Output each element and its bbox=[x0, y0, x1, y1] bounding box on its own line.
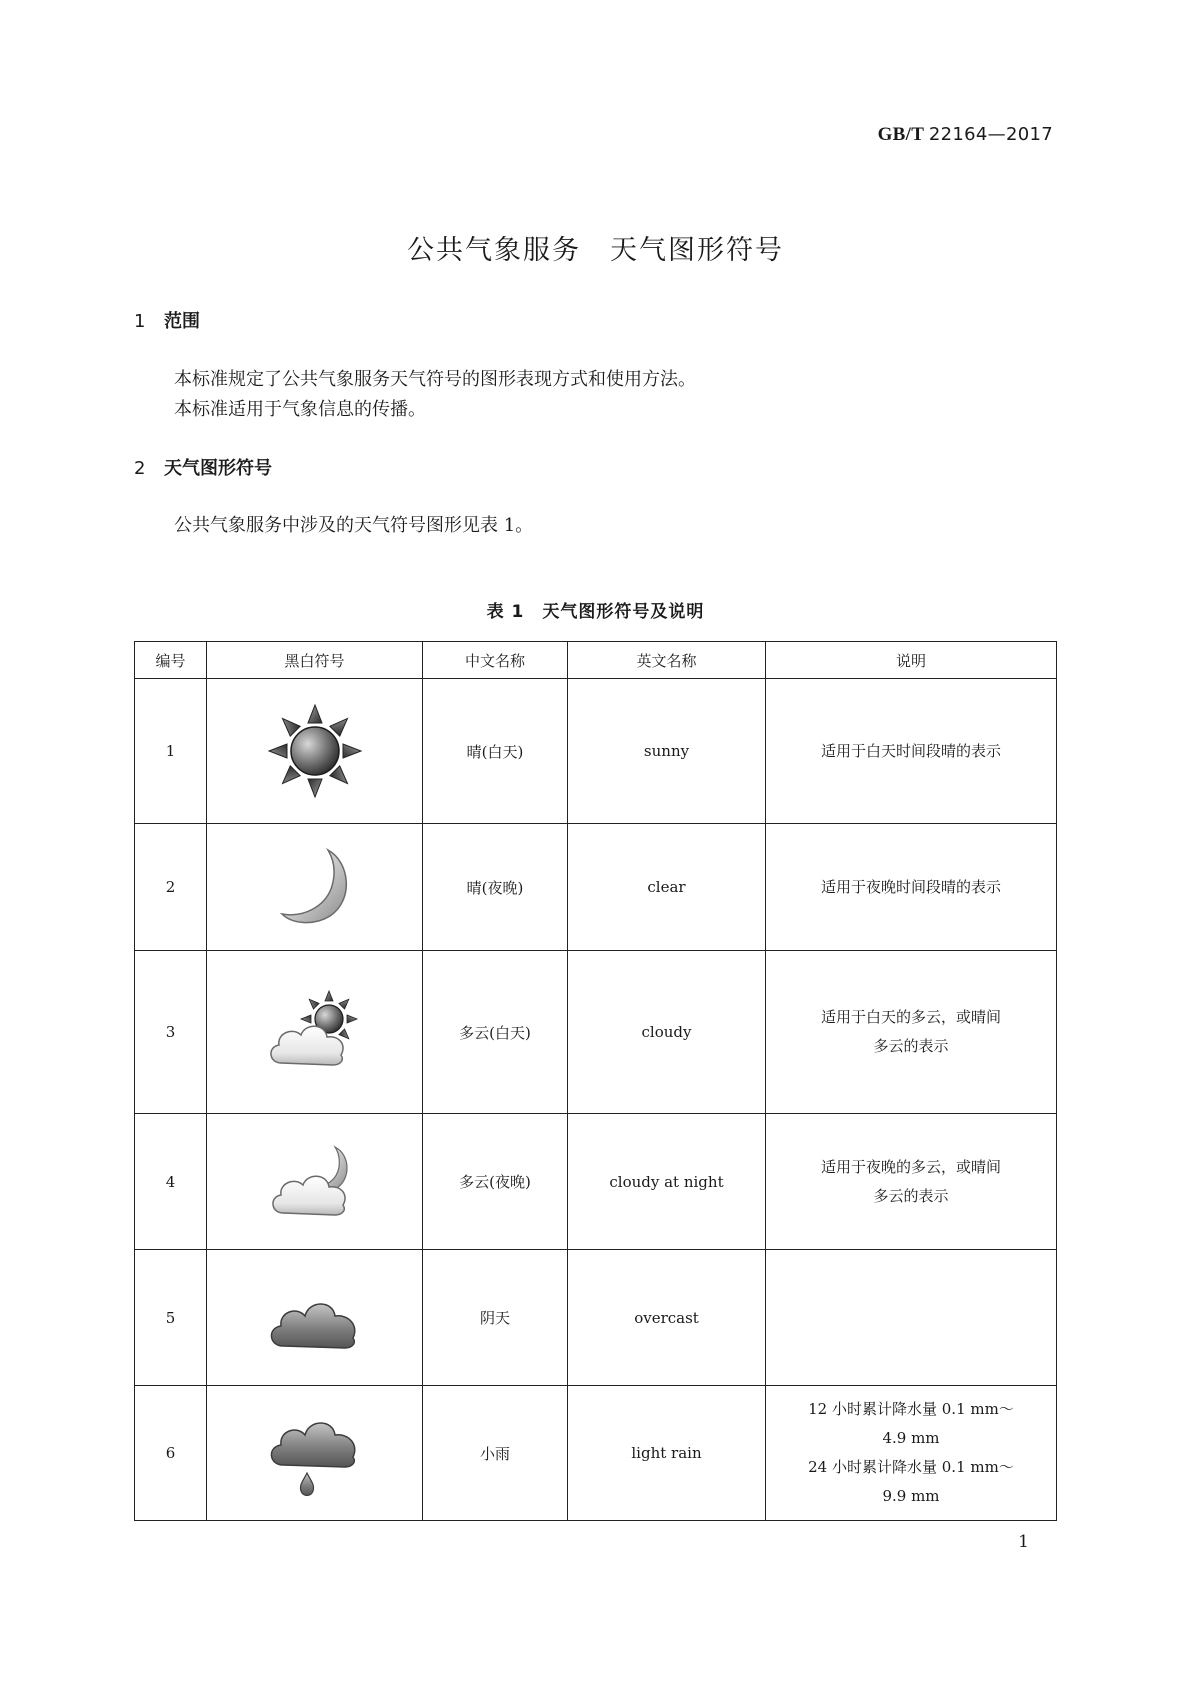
description bbox=[766, 824, 1057, 951]
symbol-cell bbox=[207, 951, 423, 1114]
scope-paragraph bbox=[174, 365, 696, 425]
row-number: 2 bbox=[135, 824, 207, 951]
english-name: cloudy at night bbox=[568, 1114, 766, 1250]
table-caption: 表 1 天气图形符号及说明 bbox=[486, 602, 705, 622]
description-line: 12 小时累计降水量 0.1 mm～ bbox=[808, 1400, 1014, 1418]
header-english-name: 英文名称 bbox=[568, 642, 766, 679]
description-line: 9.9 mm bbox=[882, 1487, 940, 1505]
table-row bbox=[135, 1386, 1057, 1521]
description-line: 适用于白天的多云，或晴间 bbox=[820, 1008, 1001, 1026]
standard-code bbox=[878, 124, 1053, 146]
standard-number: 22164—2017 bbox=[928, 124, 1053, 145]
table-row bbox=[135, 824, 1057, 951]
header-chinese-name: 中文名称 bbox=[423, 642, 568, 679]
chinese-name: 晴(夜晚) bbox=[423, 824, 568, 951]
cloudy-day-icon bbox=[265, 989, 365, 1075]
table-header-row bbox=[135, 642, 1057, 679]
weather-symbols-table bbox=[134, 641, 1057, 1521]
chinese-name: 多云(白天) bbox=[423, 951, 568, 1114]
chinese-name: 晴(白天) bbox=[423, 679, 568, 824]
row-number: 6 bbox=[135, 1386, 207, 1521]
description-line: 适用于夜晚的多云，或晴间 bbox=[820, 1157, 1001, 1176]
chinese-name: 阴天 bbox=[423, 1250, 568, 1386]
crescent-moon-icon bbox=[270, 844, 360, 930]
description-line: 24 小时累计降水量 0.1 mm～ bbox=[808, 1458, 1014, 1476]
header-number: 编号 bbox=[135, 642, 207, 679]
cloudy-night-icon bbox=[265, 1141, 365, 1223]
symbols-paragraph bbox=[174, 511, 533, 541]
document-title: 公共气象服务 天气图形符号 bbox=[407, 235, 784, 266]
sun-icon bbox=[267, 703, 363, 799]
page-number: 1 bbox=[1018, 1532, 1029, 1552]
header-symbol: 黑白符号 bbox=[207, 642, 423, 679]
description bbox=[766, 1386, 1057, 1521]
description-line: 多云的表示 bbox=[873, 1037, 949, 1055]
symbol-cell bbox=[207, 824, 423, 951]
symbol-cell bbox=[207, 1386, 423, 1521]
row-number: 3 bbox=[135, 951, 207, 1114]
row-number: 4 bbox=[135, 1114, 207, 1250]
english-name: sunny bbox=[568, 679, 766, 824]
description-line: 适用于夜晚时间段晴的表示 bbox=[820, 877, 1001, 896]
section-number: 1 bbox=[134, 311, 146, 332]
symbol-cell bbox=[207, 1114, 423, 1250]
description-line: 多云的表示 bbox=[873, 1186, 949, 1205]
section-number: 2 bbox=[134, 458, 146, 479]
symbol-cell bbox=[207, 1250, 423, 1386]
header-description: 说明 bbox=[766, 642, 1057, 679]
standard-prefix: GB/T bbox=[877, 124, 924, 145]
english-name: overcast bbox=[568, 1250, 766, 1386]
description bbox=[766, 679, 1057, 824]
table-row bbox=[135, 951, 1057, 1114]
row-number: 1 bbox=[135, 679, 207, 824]
english-name: light rain bbox=[568, 1386, 766, 1521]
description bbox=[766, 951, 1057, 1114]
symbol-cell bbox=[207, 679, 423, 824]
overcast-cloud-icon bbox=[265, 1282, 365, 1354]
description bbox=[766, 1250, 1057, 1386]
section-heading-scope bbox=[134, 307, 200, 333]
chinese-name: 小雨 bbox=[423, 1386, 568, 1521]
scope-line-1: 本标准规定了公共气象服务天气符号的图形表现方式和使用方法。 bbox=[174, 369, 696, 390]
description-line: 适用于白天时间段晴的表示 bbox=[820, 741, 1001, 760]
description-line: 4.9 mm bbox=[882, 1429, 940, 1447]
light-rain-icon bbox=[265, 1405, 365, 1501]
scope-line-2: 本标准适用于气象信息的传播。 bbox=[174, 399, 426, 420]
symbols-line-1: 公共气象服务中涉及的天气符号图形见表 1。 bbox=[174, 515, 534, 536]
chinese-name: 多云(夜晚) bbox=[423, 1114, 568, 1250]
table-row bbox=[135, 1250, 1057, 1386]
english-name: cloudy bbox=[568, 951, 766, 1114]
description bbox=[766, 1114, 1057, 1250]
section-title: 范围 bbox=[164, 311, 200, 332]
table-row bbox=[135, 679, 1057, 824]
row-number: 5 bbox=[135, 1250, 207, 1386]
english-name: clear bbox=[568, 824, 766, 951]
table-row bbox=[135, 1114, 1057, 1250]
section-heading-symbols bbox=[134, 454, 272, 480]
section-title: 天气图形符号 bbox=[164, 458, 272, 479]
